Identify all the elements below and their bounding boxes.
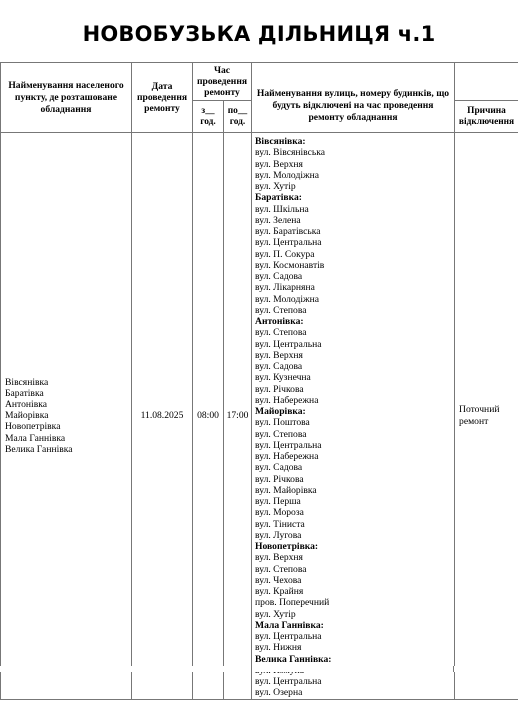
page-break-line <box>251 666 252 672</box>
settlement-item: Велика Ганнівка <box>5 443 73 455</box>
header-row <box>1 63 518 101</box>
street-item: вул. Баратівська <box>255 226 321 237</box>
header-reason: Причина відключення <box>455 101 518 133</box>
street-item: вул. Молодіжна <box>255 293 320 305</box>
street-item: вул. Садова <box>255 361 303 372</box>
street-item: вул. Центральна <box>255 237 322 249</box>
date-cell: 11.08.2025 <box>132 133 193 700</box>
street-item: вул. Молодіжна <box>255 169 320 181</box>
street-item: вул. Річкова <box>255 383 304 395</box>
settlements-cell <box>1 133 132 700</box>
header-reason-spacer <box>455 63 518 101</box>
page-break-line <box>453 666 454 672</box>
street-item: вул. Степова <box>255 327 307 339</box>
header-time: Час проведення ремонту <box>193 63 252 101</box>
reason-cell: Поточний ремонт <box>455 133 518 700</box>
settlement-item: Майорівка <box>5 410 49 422</box>
street-item: вул. Садова <box>255 271 303 282</box>
street-item: вул. Річкова <box>255 473 304 485</box>
street-item: вул. Кузнечна <box>255 372 311 384</box>
street-item: вул. Центральна <box>255 439 322 451</box>
street-group-heading: Антонівка: <box>255 316 304 327</box>
street-item: вул. Озерна <box>255 687 303 699</box>
street-item: вул. Тіниста <box>255 518 305 530</box>
settlement-item: Мала Ганнівка <box>5 432 66 444</box>
street-item: вул. Степова <box>255 304 307 316</box>
street-item: вул. Хутір <box>255 608 296 620</box>
street-item: вул. Поштова <box>255 417 310 429</box>
header-time-to: по__ год. <box>224 101 252 133</box>
street-item: вул. Верхня <box>255 158 303 170</box>
page-title: НОВОБУЗЬКА ДІЛЬНИЦЯ ч.1 <box>82 22 436 46</box>
street-item: вул. Чехова <box>255 574 302 586</box>
street-item: вул. Верхня <box>255 349 303 361</box>
street-item: вул. Лугова <box>255 529 302 541</box>
street-item: вул. Вівсянівська <box>255 147 326 159</box>
settlement-item: Вівсянівка <box>5 376 49 388</box>
street-group-heading: Мала Ганнівка: <box>255 619 324 631</box>
street-item: вул. Центральна <box>255 631 322 642</box>
street-group-heading: Велика Ганнівка: <box>255 653 332 665</box>
street-item: вул. Мороза <box>255 507 304 519</box>
header-streets: Найменування вулиць, номеру будинків, що будуть відключені на час проведення ремонту обладнання <box>252 63 455 133</box>
street-item: вул. П. Сокура <box>255 248 315 260</box>
street-item: вул. Садова <box>255 462 303 474</box>
header-date: Дата проведення ремонту <box>132 63 193 133</box>
street-item: вул. Майорівка <box>255 484 317 496</box>
time-to-cell: 17:00 <box>224 133 252 700</box>
outage-table <box>0 62 518 700</box>
street-group-heading: Баратівка: <box>255 192 302 204</box>
table-row <box>1 133 518 700</box>
street-item: пров. Поперечний <box>255 597 330 609</box>
street-item: вул. Степова <box>255 563 307 575</box>
street-item: вул. Зелена <box>255 214 301 226</box>
street-item: вул. Шкільна <box>255 203 309 215</box>
street-item: вул. Набережна <box>255 394 319 406</box>
street-item: вул. Крайня <box>255 586 304 597</box>
header-settlement: Найменування населеного пункту, де розташоване обладнання <box>1 63 132 133</box>
time-from-cell: 08:00 <box>193 133 224 700</box>
street-item: вул. Хутір <box>255 181 296 192</box>
street-item: вул. Набережна <box>255 451 319 462</box>
street-group-heading: Вівсянівка: <box>255 136 306 147</box>
street-group-heading: Новопетрівка: <box>255 541 319 552</box>
street-item: вул. Центральна <box>255 676 322 687</box>
settlement-item: Новопетрівка <box>5 421 61 433</box>
street-item: вул. Центральна <box>255 338 322 350</box>
street-item: вул. Верхня <box>255 552 303 564</box>
streets-cell <box>252 133 455 700</box>
street-item: вул. Космонавтів <box>255 259 325 271</box>
street-item: вул. Нижня <box>255 642 302 654</box>
settlement-item: Баратівка <box>5 387 44 399</box>
street-group-heading: Майорівка: <box>255 406 306 417</box>
street-item: вул. Перша <box>255 496 301 507</box>
settlement-item: Антонівка <box>5 398 48 410</box>
street-item: вул. Степова <box>255 428 307 440</box>
street-item: вул. Лікарняна <box>255 282 315 294</box>
header-time-from: з__ год. <box>193 101 224 133</box>
page-break-gap <box>0 666 518 672</box>
